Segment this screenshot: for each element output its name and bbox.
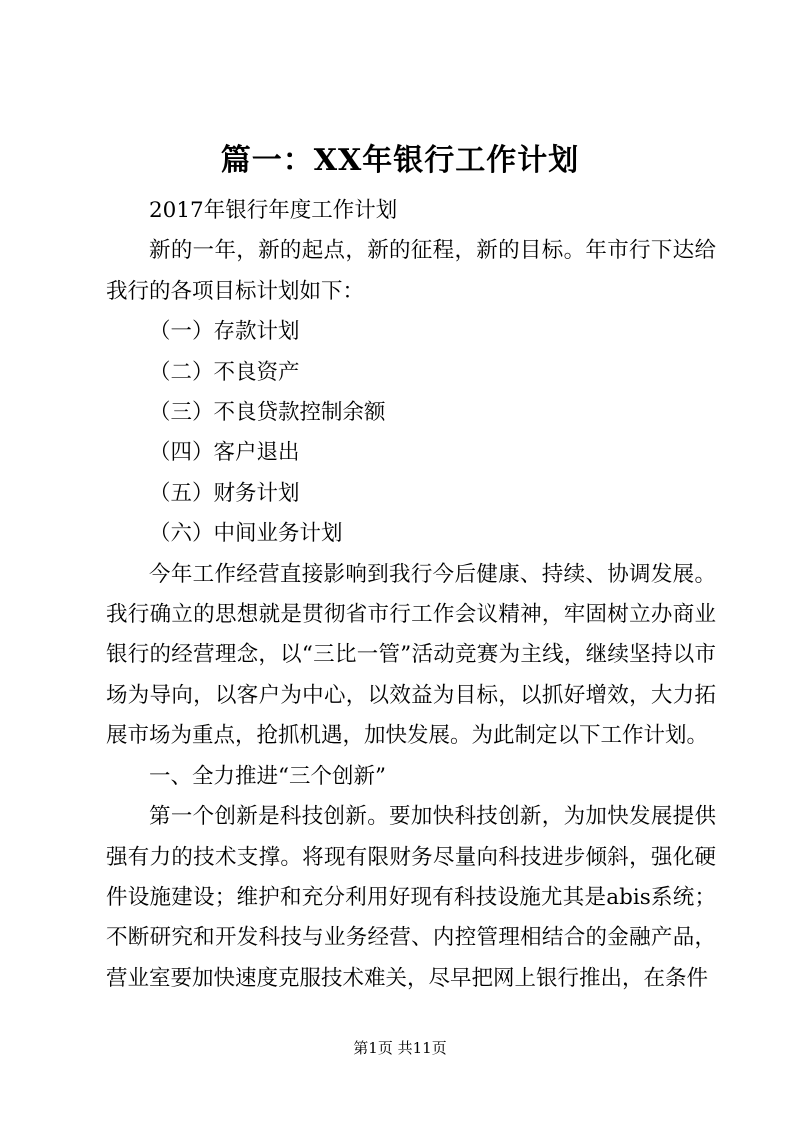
list-item-finance-plan: （五）财务计划 — [149, 480, 300, 506]
paragraph-plan-heading: 2017年银行年度工作计划 — [149, 198, 398, 223]
list-item-bad-assets: （二）不良资产 — [149, 359, 300, 385]
document-title: 篇一：XX年银行工作计划 — [220, 143, 580, 178]
list-item-bad-loan-balance: （三）不良贷款控制余额 — [149, 400, 386, 426]
list-item-intermediary-business: （六）中间业务计划 — [149, 521, 343, 547]
page-number-footer: 第1页 共11页 — [353, 1039, 447, 1057]
list-item-customer-exit: （四）客户退出 — [149, 440, 300, 466]
list-item-deposit-plan: （一）存款计划 — [149, 319, 300, 345]
paragraph-tech-innovation: 第一个创新是科技创新。要加快科技创新，为加快发展提供强有力的技术支撑。将现有限财务尽量向科技进步倾斜，强化硬件设施建设；维护和充分利用好现有科技设施尤其是abis系统；不断研究和开发科技与业务经营、内控管理相结合的金融产品，营业室要加快速度克服技术难关，尽早把网上银行推出，在条件 — [106, 804, 716, 991]
paragraph-intro: 新的一年，新的起点，新的征程，新的目标。年市行下达给我行的各项目标计划如下： — [106, 238, 716, 304]
paragraph-work-overview: 今年工作经营直接影响到我行今后健康、持续、协调发展。我行确立的思想就是贯彻省市行工作会议精神，牢固树立办商业银行的经营理念，以“三比一管”活动竞赛为主线，继续坚持以市场为导向，以客户为中心，以效益为目标，以抓好增效，大力拓展市场为重点，抢抓机遇，加快发展。为此制定以下工作计划。 — [106, 561, 716, 749]
section-heading-three-innovations: 一、全力推进“三个创新” — [149, 763, 386, 789]
document-body — [106, 191, 716, 999]
